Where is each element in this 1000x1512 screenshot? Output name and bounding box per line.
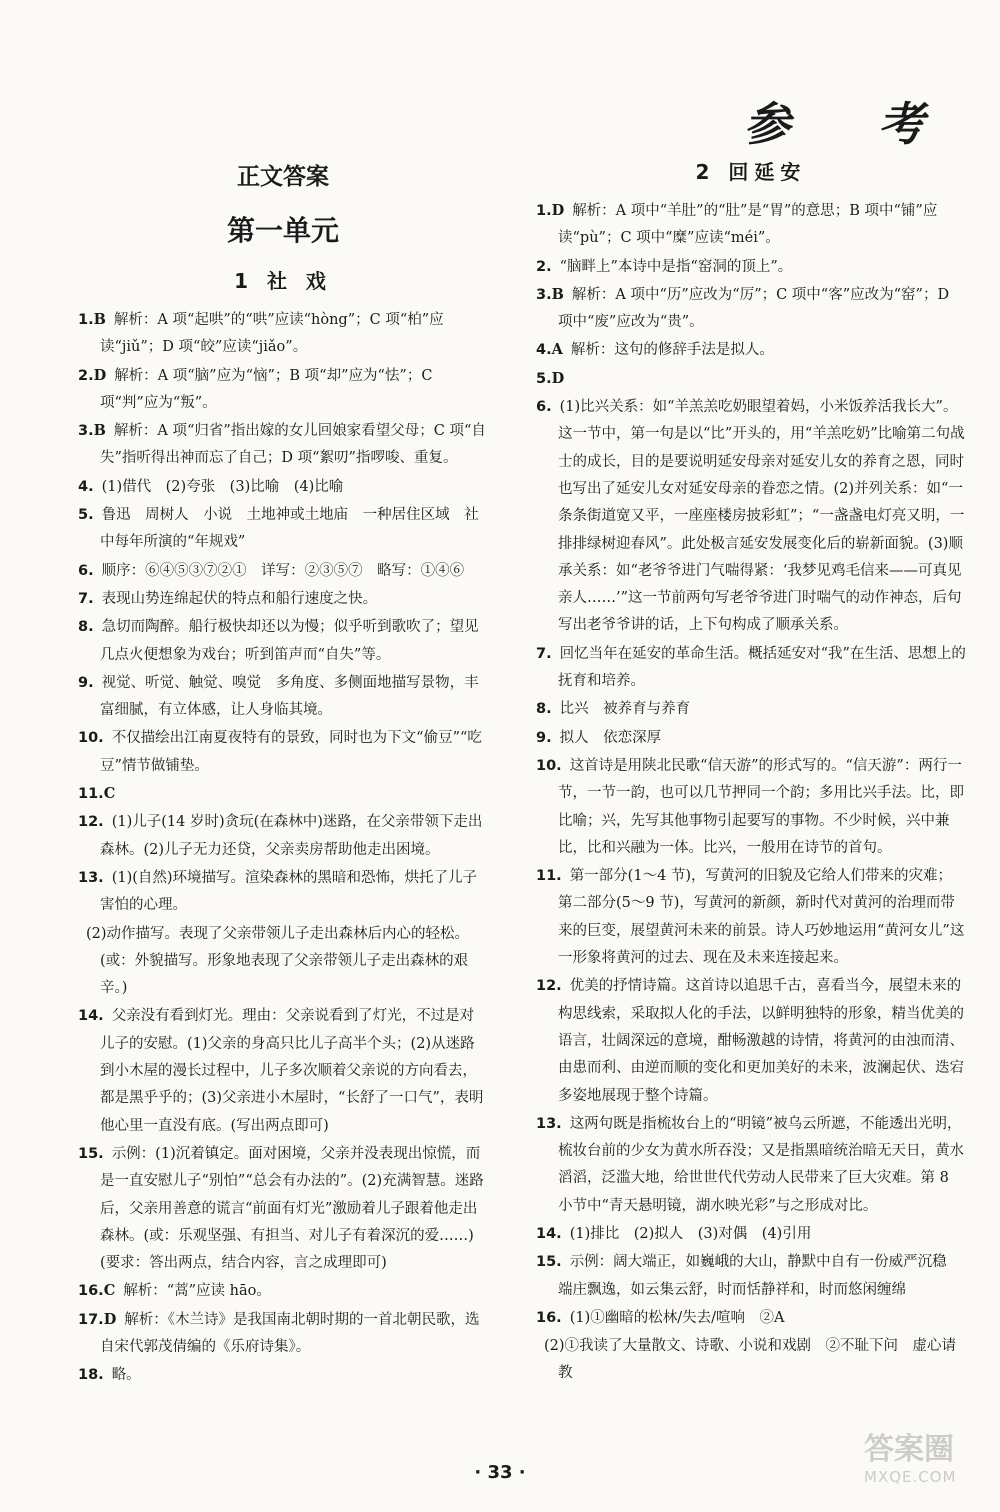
- answer-item: [78, 1361, 488, 1389]
- answer-item: [536, 336, 966, 364]
- answer-number: 4.: [536, 342, 552, 359]
- answer-item: [78, 864, 488, 920]
- answer-number: 10.: [536, 757, 562, 774]
- answer-text: 解析：A 项“脑”应为“恼”；B 项“却”应为“怯”；C 项“判”应为“叛”。: [100, 367, 433, 411]
- answer-text: (1)儿子(14 岁时)贪玩(在森林中)迷路，在父亲带领下走出森林。(2)儿子无力还贷，父亲卖房帮助他走出困境。: [100, 814, 483, 858]
- answer-choice: B: [93, 311, 106, 328]
- answer-number: 1.: [536, 203, 552, 219]
- answer-text: 解析：A 项中“羊肚”的“肚”是“胃”的意思；B 项中“铺”应读“pù”；C 项中“糜”应读“méi”。: [558, 203, 938, 247]
- answer-number: 18.: [78, 1367, 104, 1384]
- answer-item: [78, 1277, 488, 1305]
- answer-text: 解析：A 项中“历”应改为“厉”；C 项中“客”应改为“窑”；D 项中“废”应改为“贵”。: [558, 286, 950, 331]
- answer-text: (1)(自然)环境描写。渲染森林的黑暗和恐怖，烘托了儿子害怕的心理。: [100, 869, 478, 914]
- answer-item: [536, 1220, 966, 1248]
- answer-item: [78, 362, 488, 418]
- unit-title: 第一单元: [226, 214, 339, 247]
- answer-choice: D: [103, 1310, 117, 1328]
- answer-list-left: [78, 306, 488, 1390]
- answer-text: 鲁迅 周树人 小说 土地神或土地庙 一种居住区域 社中每年所演的“年规戏”: [100, 507, 479, 551]
- answer-text: (2)动作描写。表现了父亲带领儿子走出森林后内心的轻松。(或：外貌描写。形象地表现了父亲带领儿子走出森林的艰辛。): [86, 925, 470, 997]
- answer-number: 3.: [78, 423, 94, 440]
- answer-number: 11.: [536, 868, 562, 885]
- lesson-title-1: 1 社 戏: [234, 269, 332, 293]
- answer-number: 14.: [78, 1008, 104, 1025]
- watermark-text: 答案圈: [864, 1432, 954, 1467]
- answer-item: [78, 1306, 488, 1362]
- answer-number: 6.: [78, 562, 94, 579]
- answer-item: [78, 669, 488, 725]
- answer-item: [78, 1140, 488, 1277]
- answer-number: 14.: [536, 1225, 562, 1242]
- answer-item: [536, 695, 966, 723]
- answer-number: 4.: [78, 478, 94, 495]
- watermark-logo: [864, 1424, 974, 1504]
- answer-number: 7.: [78, 590, 94, 607]
- answer-item: [536, 365, 966, 393]
- answer-item: [78, 780, 488, 808]
- answer-number: 10.: [78, 730, 104, 747]
- answer-item: [78, 306, 488, 362]
- answer-number: 7.: [536, 645, 552, 662]
- answer-text: 示例：阔大端正，如巍峨的大山，静默中自有一份威严沉稳 端庄飘逸，如云集云舒，时而恬静祥和，时而悠闲缠绵: [558, 1254, 962, 1298]
- answer-item: [536, 393, 966, 640]
- answer-text: 略。: [111, 1367, 141, 1384]
- answer-text: 比兴 被养育与养育: [559, 701, 691, 718]
- answer-item: [78, 920, 488, 1003]
- answer-number: 3.: [536, 286, 552, 303]
- answer-text: 拟人 依恋深厚: [559, 729, 662, 746]
- answer-item: [78, 1002, 488, 1139]
- answer-number: 6.: [536, 399, 552, 416]
- answer-number: 8.: [536, 701, 552, 718]
- answer-number: 5.: [536, 370, 552, 387]
- page-number: · 33 ·: [474, 1462, 526, 1483]
- answer-text: (2)①我读了大量散文、诗歌、小说和戏剧 ②不耻下问 虚心请教: [544, 1338, 957, 1382]
- answer-text: 解析：“蒿”应读 hāo。: [123, 1283, 271, 1300]
- answer-text: (1)借代 (2)夸张 (3)比喻 (4)比喻: [101, 478, 344, 495]
- answer-text: 示例：(1)沉着镇定。面对困境，父亲并没表现出惊慌，而是一直安慰儿子“别怕”“总会有办法的”。(2)充满智慧。迷路后，父亲用善意的谎言“前面有灯光”激励着儿子跟着他走出森林。(或：乐观坚强、有担当、对儿子有着深沉的爱……)(要求：答出两点，结合内容，言之成理即可): [100, 1145, 484, 1272]
- section-title: 正文答案: [237, 164, 329, 190]
- answer-text: 急切而陶醉。船行极快却还以为慢；似乎听到歌吹了；望见几点火便想象为戏台；听到笛声而“自失”等。: [100, 619, 479, 663]
- answer-text: 不仅描绘出江南夏夜特有的景致，同时也为下文“偷豆”“吃豆”情节做铺垫。: [100, 730, 482, 774]
- answer-number: 2.: [536, 258, 552, 275]
- answer-item: [536, 197, 966, 253]
- answer-number: 12.: [78, 814, 104, 831]
- answer-choice: B: [551, 285, 564, 303]
- answer-text: 父亲没有看到灯光。理由：父亲说看到了灯光，不过是对儿子的安慰。(1)父亲的身高只比儿子高半个头；(2)从迷路到小木屋的漫长过程中，儿子多次顺着父亲说的方向看去，都是黑乎乎的；(3)父亲进小木屋时，“长舒了一口气”，表明他心里一直没有底。(写出两点即可): [100, 1008, 484, 1134]
- answer-choice: A: [551, 341, 563, 359]
- lesson-title-2: 2 回延安: [695, 160, 807, 184]
- answer-text: 表现山势连绵起伏的特点和船行速度之快。: [101, 590, 378, 607]
- right-column: [536, 150, 966, 1388]
- answer-item: [536, 1304, 966, 1332]
- answer-number: 16.: [536, 1309, 562, 1326]
- answer-item: [78, 724, 488, 780]
- answer-number: 17.: [78, 1311, 104, 1328]
- answer-text: 第一部分(1～4 节)，写黄河的旧貌及它给人们带来的灾难；第二部分(5～9 节)，写黄河的新颜，新时代对黄河的治理而带来的巨变，展望黄河未来的前景。诗人巧妙地运用“黄河女儿”这一形象将黄河的过去、现在及未来连接起来。: [558, 868, 965, 967]
- watermark-url: MXQE.COM: [864, 1468, 957, 1486]
- answer-list-right: [536, 197, 966, 1388]
- answer-text: 这首诗是用陕北民歌“信天游”的形式写的。“信天游”：两行一节，一节一韵，也可以几节押同一个韵；多用比兴手法。比，即比喻；兴，先写其他事物引起要写的事物。不少时候，兴中兼比，比和兴融为一体。比兴，一般用在诗节的首句。: [558, 757, 964, 856]
- page-header-title: 参 考: [743, 97, 960, 151]
- left-column: [78, 150, 488, 1390]
- answer-text: 顺序：⑥④⑤③⑦②① 详写：②③⑤⑦ 略写：①④⑥: [101, 562, 465, 579]
- answer-text: “脑畔上”本诗中是指“窑洞的顶上”。: [559, 258, 793, 275]
- answer-text: 解析：A 项“归省”指出嫁的女儿回娘家看望父母；C 项“自失”指听得出神而忘了自己；D 项“絮叨”指啰唆、重复。: [100, 423, 486, 467]
- answer-choice: D: [93, 366, 107, 384]
- answer-number: 11.: [78, 786, 104, 803]
- answer-item: [536, 640, 966, 696]
- answer-item: [78, 473, 488, 501]
- answer-item: [78, 501, 488, 557]
- answer-number: 2.: [78, 367, 94, 384]
- answer-text: 解析：《木兰诗》是我国南北朝时期的一首北朝民歌，选自宋代郭茂倩编的《乐府诗集》。: [100, 1311, 480, 1355]
- answer-item: [536, 752, 966, 862]
- answer-item: [536, 724, 966, 752]
- answer-text: (1)排比 (2)拟人 (3)对偶 (4)引用: [569, 1225, 812, 1242]
- answer-item: [78, 613, 488, 669]
- answer-number: 1.: [78, 312, 94, 328]
- answer-item: [536, 972, 966, 1109]
- answer-text: (1)比兴关系：如“羊羔羔吃奶眼望着妈，小米饭养活我长大”。这一节中，第一句是以“比”开头的，用“羊羔吃奶”比喻第二句战士的成长，目的是要说明延安母亲对延安儿女的养育之恩，同时也写出了延安儿女对延安母亲的眷恋之情。(2)并列关系：如“一条条街道宽又平，一座座楼房披彩虹”；“一盏盏电灯亮又明，一排排绿树迎春风”。此处极言延安发展变化后的崭新面貌。(3)顺承关系：如“老爷爷进门气喘得紧：‘我梦见鸡毛信来——可真见亲人……’”这一节前两句写老爷爷进门时喘气的动作神态，后句写出老爷爷讲的话，上下句构成了顺承关系。: [558, 399, 965, 634]
- answer-item: [78, 585, 488, 613]
- answer-number: 13.: [536, 1115, 562, 1132]
- answer-text: 视觉、听觉、触觉、嗅觉 多角度、多侧面地描写景物，丰富细腻，有立体感，让人身临其境。: [100, 674, 479, 719]
- answer-item: [78, 808, 488, 864]
- answer-choice: D: [551, 369, 565, 387]
- answer-choice: C: [103, 1282, 116, 1300]
- answer-item: [536, 253, 966, 281]
- answer-item: [78, 417, 488, 473]
- answer-text: 解析：A 项“起哄”的“哄”应读“hòng”；C 项“柏”应读“jiǔ”；D 项“皎”应读“jiǎo”。: [100, 312, 444, 356]
- answer-number: 16.: [78, 1283, 104, 1300]
- answer-item: [536, 1248, 966, 1304]
- answer-text: 回忆当年在延安的革命生活。概括延安对“我”在生活、思想上的抚育和培养。: [558, 645, 966, 690]
- answer-choice: D: [551, 202, 565, 219]
- answer-item: [536, 281, 966, 337]
- answer-number: 9.: [536, 729, 552, 746]
- answer-text: 解析：这句的修辞手法是拟人。: [570, 342, 774, 359]
- answer-number: 15.: [78, 1145, 104, 1162]
- answer-item: [536, 1332, 966, 1388]
- answer-choice: C: [103, 785, 116, 803]
- answer-number: 13.: [78, 869, 104, 886]
- answer-number: 5.: [78, 507, 94, 524]
- answer-number: 9.: [78, 674, 94, 691]
- answer-number: 15.: [536, 1254, 562, 1271]
- answer-text: 这两句既是指梳妆台上的“明镜”被乌云所遮，不能透出光明，梳妆台前的少女为黄水所吞没；又是指黑暗统治暗无天日，黄水滔滔，泛滥大地，给世世代代劳动人民带来了巨大灾难。第 8 小节中“青天悬明镜，湖水映光彩”与之形成对比。: [558, 1115, 964, 1214]
- answer-number: 12.: [536, 978, 562, 995]
- answer-number: 8.: [78, 619, 94, 636]
- answer-item: [536, 1110, 966, 1220]
- answer-item: [536, 862, 966, 972]
- answer-item: [78, 557, 488, 585]
- answer-text: (1)①幽暗的松林/失去/喧响 ②A: [569, 1309, 785, 1326]
- answer-text: 优美的抒情诗篇。这首诗以追思千古，喜看当今，展望未来的构思线索，采取拟人化的手法，以鲜明独特的形象，精当优美的语言，壮阔深远的意境，酣畅激越的诗情，将黄河的由浊而清、由患而利、由逆而顺的变化和更加美好的未来，波澜起伏、迭宕多姿地展现于整个诗篇。: [558, 978, 964, 1104]
- answer-choice: B: [93, 422, 106, 440]
